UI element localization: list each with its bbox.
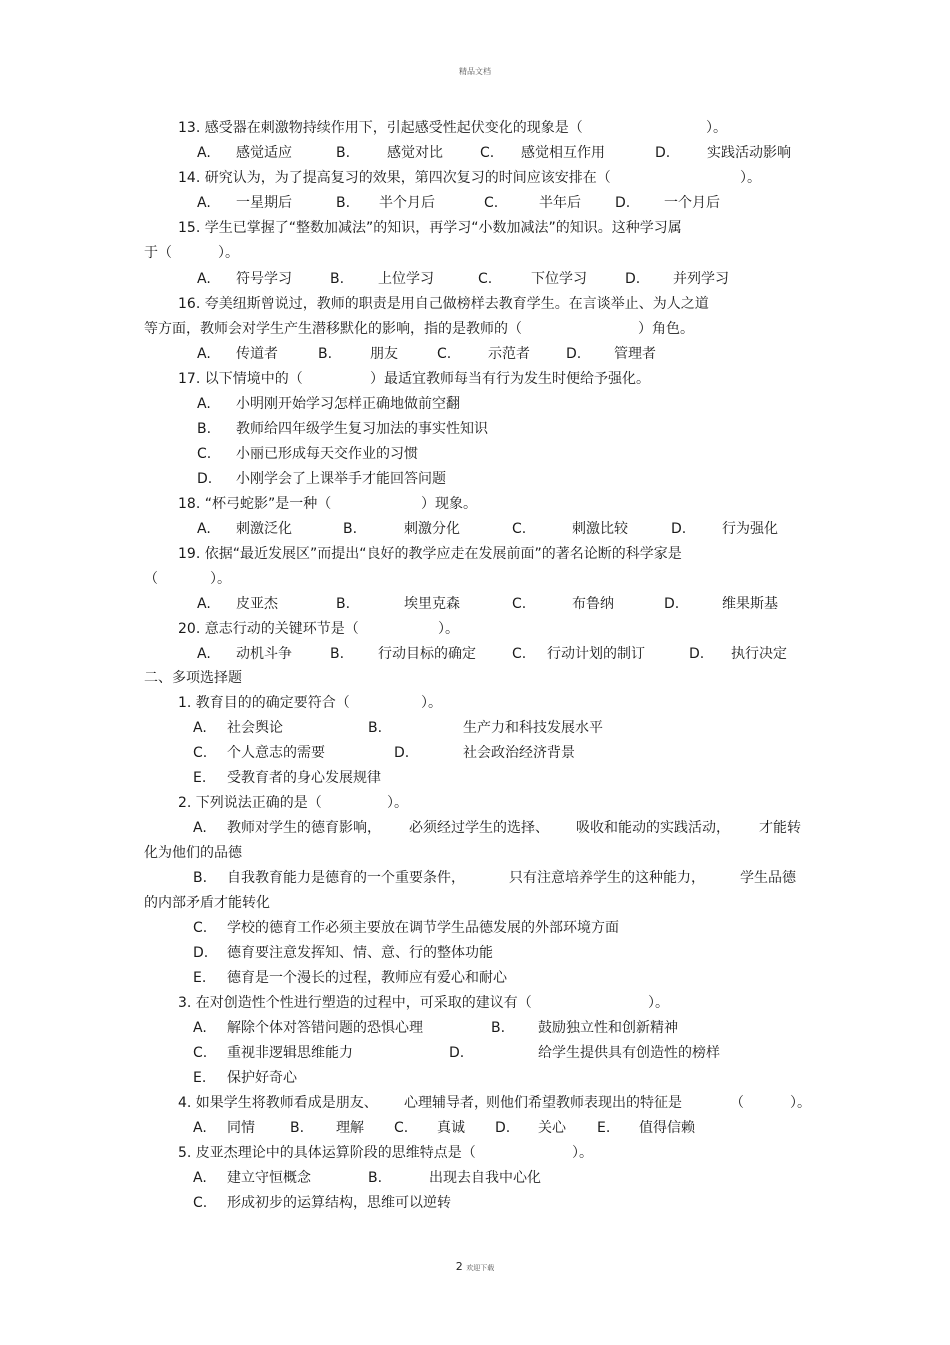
question-19-line2b: ）。: [210, 571, 231, 587]
option-text: 社会舆论: [227, 720, 283, 736]
option-text: 重视非逻辑思维能力: [227, 1045, 353, 1061]
option-text: 刺激分化: [404, 521, 460, 537]
option-label: B.: [336, 195, 351, 211]
option-label: D.: [664, 596, 680, 612]
question-14-close: ）。: [740, 170, 761, 186]
option-label: C.: [193, 920, 208, 936]
option-text: 教师给四年级学生复习加法的事实性知识: [236, 421, 488, 437]
option-label: D.: [449, 1045, 465, 1061]
option-text: 建立守恒概念: [227, 1170, 311, 1186]
option-label: B.: [193, 870, 208, 886]
option-text: 朋友: [370, 346, 398, 362]
option-label: B.: [368, 720, 383, 736]
option-label: C.: [484, 195, 499, 211]
question-13-close: ）。: [706, 120, 727, 136]
option-text: 关心: [538, 1120, 566, 1136]
option-text: 刺激比较: [572, 521, 628, 537]
option-text: 感觉适应: [236, 145, 292, 161]
option-label: A.: [197, 646, 211, 662]
option-label: B.: [197, 421, 212, 437]
question-20-text-a: 20. 意志行动的关键环节是（: [178, 621, 359, 637]
option-text: 的内部矛盾才能转化: [144, 895, 270, 911]
option-text: 实践活动影响: [707, 145, 791, 161]
option-text: 形成初步的运算结构，思维可以逆转: [227, 1195, 451, 1211]
footer-note: 欢迎下载: [466, 1264, 495, 1272]
option-text: 维果斯基: [722, 596, 778, 612]
option-text: 必须经过学生的选择、: [409, 820, 549, 836]
option-label: A.: [193, 820, 207, 836]
option-label: A.: [193, 1020, 207, 1036]
option-label: D.: [495, 1120, 511, 1136]
option-label: C.: [478, 271, 493, 287]
option-text: 一星期后: [236, 195, 292, 211]
option-label: B.: [491, 1020, 506, 1036]
question-18-text-a: 18. “杯弓蛇影”是一种（: [178, 496, 332, 512]
question-15-line1: 15. 学生已掌握了“整数加减法”的知识，再学习“小数加减法”的知识。这种学习属: [178, 220, 682, 236]
option-text: 才能转: [759, 820, 801, 836]
question-20-text-b: ）。: [438, 621, 459, 637]
option-text: 鼓励独立性和创新精神: [538, 1020, 678, 1036]
option-label: B.: [330, 646, 345, 662]
option-text: 感觉对比: [387, 145, 443, 161]
option-text: 学生品德: [740, 870, 796, 886]
option-text: 学校的德育工作必须主要放在调节学生品德发展的外部环境方面: [227, 920, 619, 936]
option-text: 同情: [227, 1120, 255, 1136]
question-text: 心理辅导者，: [404, 1095, 488, 1111]
multi-question-3-text-a: 3. 在对创造性个性进行塑造的过程中，可采取的建议有（: [178, 995, 532, 1011]
page-header: 精品文档: [459, 67, 491, 76]
option-label: D.: [625, 271, 641, 287]
multi-question-2-text-b: ）。: [387, 795, 408, 811]
option-label: E.: [193, 770, 207, 786]
option-text: 教师对学生的德育影响，: [227, 820, 381, 836]
question-15-line2b: ）。: [218, 245, 239, 261]
option-label: C.: [197, 446, 212, 462]
option-text: 受教育者的身心发展规律: [227, 770, 381, 786]
option-label: C.: [394, 1120, 409, 1136]
question-19-line1: 19. 依据“最近发展区”而提出“良好的教学应走在发展前面”的著名论断的科学家是: [178, 546, 682, 562]
option-text: 执行决定: [731, 646, 787, 662]
option-label: A.: [197, 596, 211, 612]
multi-question-2-text-a: 2. 下列说法正确的是（: [178, 795, 322, 811]
multi-question-1-text-b: ）。: [421, 695, 442, 711]
option-text: 行为强化: [722, 521, 778, 537]
option-label: A.: [193, 1170, 207, 1186]
question-16-line1: 16. 夸美纽斯曾说过，教师的职责是用自己做榜样去教育学生。在言谈举止、为人之道: [178, 296, 709, 312]
option-text: 埃里克森: [404, 596, 460, 612]
option-text: 小明刚开始学习怎样正确地做前空翻: [236, 396, 460, 412]
option-label: A.: [197, 271, 211, 287]
option-label: C.: [193, 1045, 208, 1061]
question-16-line2b: ）角色。: [638, 321, 694, 337]
option-text: 个人意志的需要: [227, 745, 325, 761]
option-label: A.: [197, 521, 211, 537]
option-text: 德育是一个漫长的过程，教师应有爱心和耐心: [227, 970, 507, 986]
option-text: 一个月后: [664, 195, 720, 211]
option-text: 下位学习: [531, 271, 587, 287]
question-text: ）。: [790, 1095, 811, 1111]
option-text: 刺激泛化: [236, 521, 292, 537]
option-text: 并列学习: [673, 271, 729, 287]
option-label: B.: [343, 521, 358, 537]
question-13-text: 13. 感受器在刺激物持续作用下，引起感受性起伏变化的现象是（: [178, 120, 583, 136]
question-14-text: 14. 研究认为，为了提高复习的效果，第四次复习的时间应该安排在（: [178, 170, 611, 186]
page-number: 2: [455, 1260, 463, 1273]
option-label: D.: [615, 195, 631, 211]
option-text: 社会政治经济背景: [463, 745, 575, 761]
option-text: 理解: [336, 1120, 364, 1136]
option-label: D.: [655, 145, 671, 161]
option-label: A.: [197, 145, 211, 161]
option-text: 传道者: [236, 346, 278, 362]
option-label: A.: [197, 346, 211, 362]
multi-question-1-text-a: 1. 教育目的的确定要符合（: [178, 695, 350, 711]
option-text: 符号学习: [236, 271, 292, 287]
multi-question-3-text-b: ）。: [648, 995, 669, 1011]
option-label: C.: [512, 596, 527, 612]
question-19-line2a: （: [144, 571, 158, 587]
option-text: 小刚学会了上课举手才能回答问题: [236, 471, 446, 487]
option-label: B.: [336, 145, 351, 161]
option-label: C.: [193, 745, 208, 761]
option-label: D.: [689, 646, 705, 662]
option-label: B.: [368, 1170, 383, 1186]
option-label: D.: [394, 745, 410, 761]
option-text: 德育要注意发挥知、情、意、行的整体功能: [227, 945, 493, 961]
option-label: E.: [193, 970, 207, 986]
option-text: 示范者: [488, 346, 530, 362]
option-label: E.: [597, 1120, 611, 1136]
question-text: 4. 如果学生将教师看成是朋友、: [178, 1095, 378, 1111]
option-label: B.: [318, 346, 333, 362]
option-text: 化为他们的品德: [144, 845, 242, 861]
option-text: 只有注意培养学生的这种能力，: [509, 870, 705, 886]
option-text: 值得信赖: [639, 1120, 695, 1136]
option-text: 小丽已形成每天交作业的习惯: [236, 446, 418, 462]
option-text: 真诚: [437, 1120, 465, 1136]
option-text: 行动计划的制订: [547, 646, 645, 662]
option-text: 解除个体对答错问题的恐惧心理: [227, 1020, 423, 1036]
option-label: D.: [193, 945, 209, 961]
option-text: 保护好奇心: [227, 1070, 297, 1086]
option-text: 吸收和能动的实践活动，: [576, 820, 730, 836]
option-label: B.: [336, 596, 351, 612]
option-text: 动机斗争: [236, 646, 292, 662]
question-text: （: [730, 1095, 744, 1111]
option-label: E.: [193, 1070, 207, 1086]
option-label: A.: [193, 1120, 207, 1136]
option-text: 上位学习: [378, 271, 434, 287]
option-text: 给学生提供具有创造性的榜样: [538, 1045, 720, 1061]
option-label: D.: [197, 471, 213, 487]
question-18-text-b: ）现象。: [421, 496, 477, 512]
option-label: D.: [566, 346, 582, 362]
option-label: C.: [512, 646, 527, 662]
option-label: B.: [290, 1120, 305, 1136]
multi-question-5-text-b: ）。: [572, 1145, 593, 1161]
option-text: 出现去自我中心化: [429, 1170, 541, 1186]
option-text: 半个月后: [379, 195, 435, 211]
option-label: A.: [197, 396, 211, 412]
option-label: C.: [512, 521, 527, 537]
option-text: 半年后: [539, 195, 581, 211]
option-label: A.: [193, 720, 207, 736]
multi-question-5-text-a: 5. 皮亚杰理论中的具体运算阶段的思维特点是（: [178, 1145, 476, 1161]
question-15-line2a: 于（: [144, 245, 172, 261]
option-label: B.: [330, 271, 345, 287]
question-text: 则他们希望教师表现出的特征是: [486, 1095, 682, 1111]
question-17-text-b: ）最适宜教师每当有行为发生时便给予强化。: [370, 371, 650, 387]
question-16-line2a: 等方面，教师会对学生产生潜移默化的影响，指的是教师的（: [144, 321, 522, 337]
question-17-text-a: 17. 以下情境中的（: [178, 371, 303, 387]
option-text: 皮亚杰: [236, 596, 278, 612]
option-label: D.: [671, 521, 687, 537]
option-text: 自我教育能力是德育的一个重要条件，: [227, 870, 465, 886]
page-footer: [0, 1260, 950, 1273]
section-heading: 二、多项选择题: [144, 670, 242, 686]
option-text: 行动目标的确定: [378, 646, 476, 662]
option-label: C.: [193, 1195, 208, 1211]
option-text: 管理者: [614, 346, 656, 362]
option-text: 布鲁纳: [572, 596, 614, 612]
option-label: C.: [437, 346, 452, 362]
option-label: C.: [480, 145, 495, 161]
option-text: 感觉相互作用: [521, 145, 605, 161]
option-text: 生产力和科技发展水平: [463, 720, 603, 736]
option-label: A.: [197, 195, 211, 211]
